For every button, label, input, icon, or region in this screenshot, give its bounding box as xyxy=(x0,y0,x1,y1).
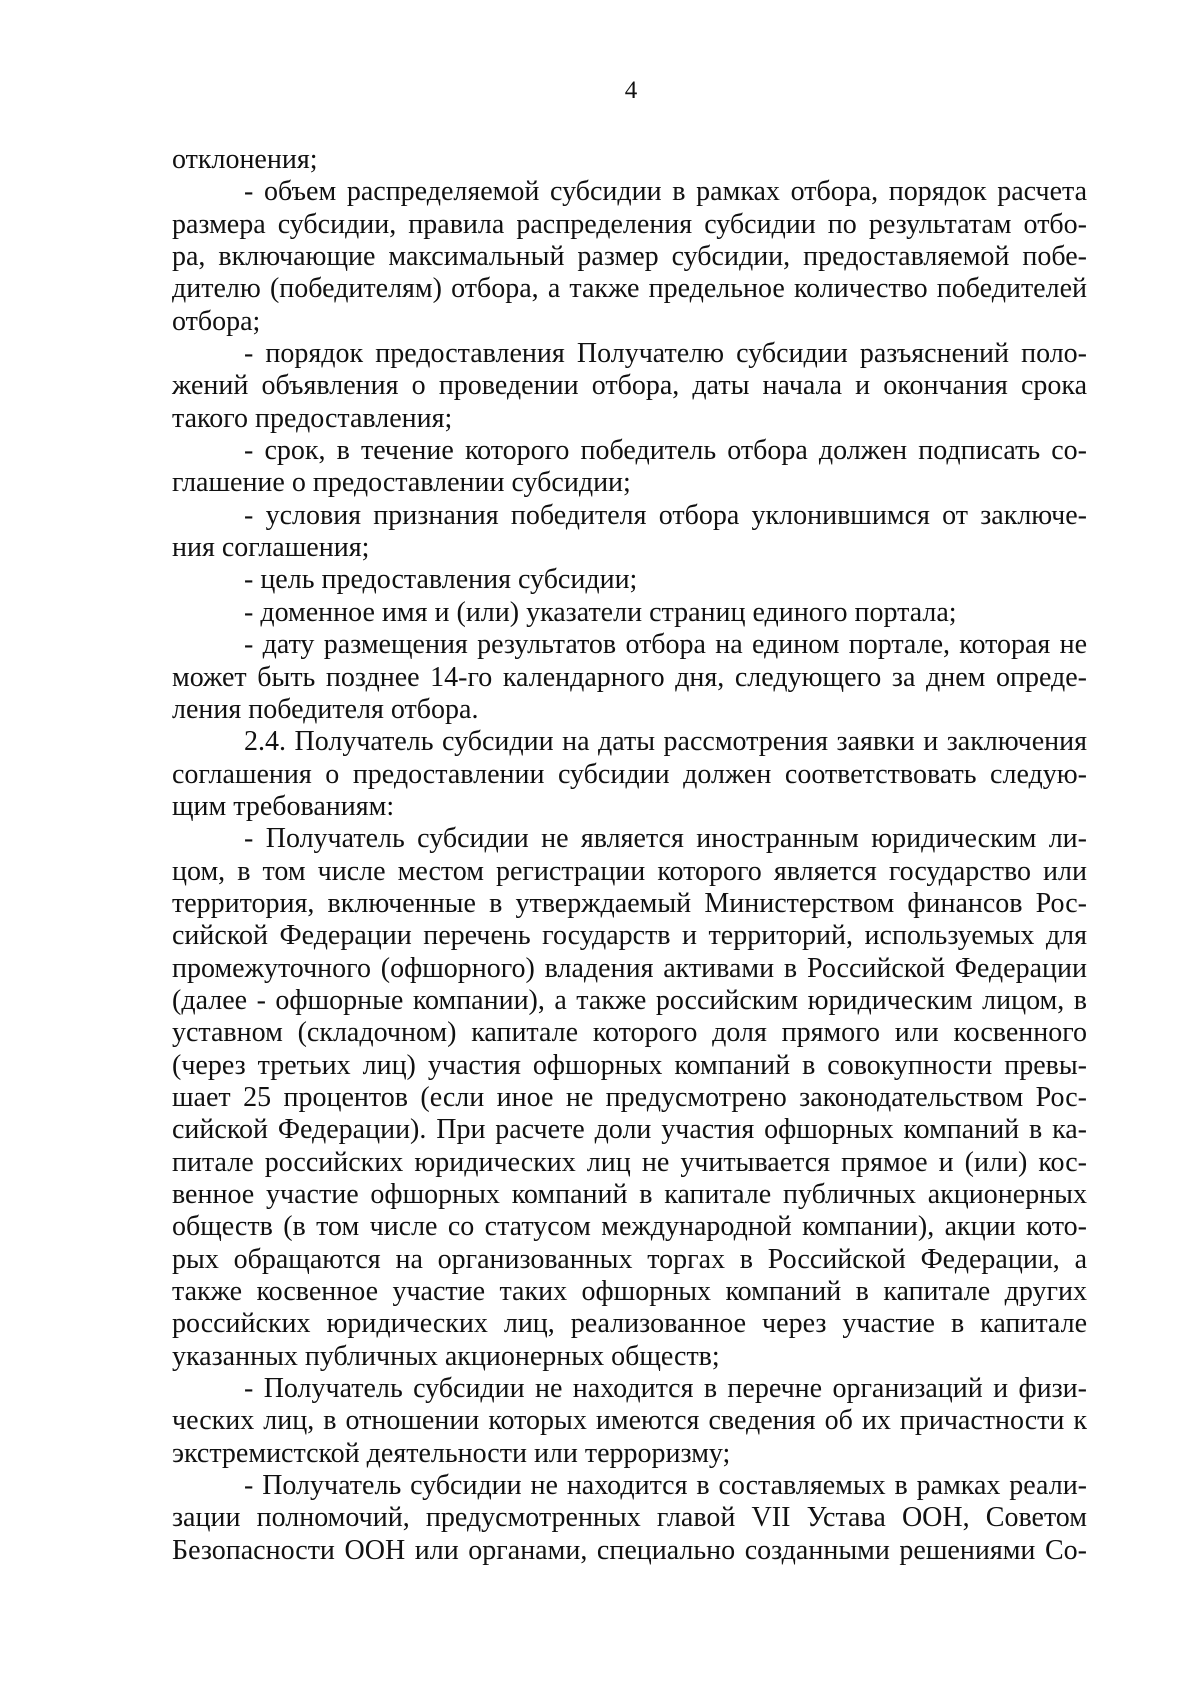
text-line: такого предоставления; xyxy=(172,402,453,434)
text-line: - объем распределяемой субсидии в рамках отбора, порядок расчета xyxy=(244,176,1087,208)
text-line: (далее - офшорные компании), а также российским юридическим лицом, в xyxy=(172,984,1087,1016)
text-line: ра, включающие максимальный размер субсидии, предоставляемой побе- xyxy=(172,241,1087,273)
text-line: промежуточного (офшорного) владения активами в Российской Федерации xyxy=(172,952,1087,984)
text-line: Безопасности ООН или органами, специально созданными решениями Со- xyxy=(172,1534,1087,1566)
text-line: сийской Федерации перечень государств и территорий, используемых для xyxy=(172,920,1087,952)
text-line: ческих лиц, в отношении которых имеются сведения об их причастности к xyxy=(172,1405,1087,1437)
text-line: обществ (в том числе со статусом международной компании), акции кото- xyxy=(172,1211,1087,1243)
text-line: территория, включенные в утверждаемый Министерством финансов Рос- xyxy=(172,887,1087,919)
text-line: сийской Федерации). При расчете доли участия офшорных компаний в ка- xyxy=(172,1114,1087,1146)
text-line: - условия признания победителя отбора уклонившимся от заключе- xyxy=(244,499,1087,531)
text-line: цом, в том числе местом регистрации которого является государство или xyxy=(172,855,1087,887)
text-line: - Получатель субсидии не находится в перечне организаций и физи- xyxy=(244,1373,1087,1405)
text-line: соглашения о предоставлении субсидии должен соответствовать следую- xyxy=(172,758,1087,790)
document-body xyxy=(172,144,1087,1567)
text-line: ления победителя отбора. xyxy=(172,693,479,725)
text-line: российских юридических лиц, реализованное через участие в капитале xyxy=(172,1308,1087,1340)
text-line: отклонения; xyxy=(172,144,318,175)
text-line: дителю (победителям) отбора, а также предельное количество победителей xyxy=(172,273,1087,305)
text-line: - срок, в течение которого победитель отбора должен подписать со- xyxy=(244,435,1087,467)
text-line: - Получатель субсидии не находится в составляемых в рамках реали- xyxy=(244,1470,1087,1502)
text-line: - доменное имя и (или) указатели страниц единого портала; xyxy=(244,596,957,628)
text-line: ния соглашения; xyxy=(172,532,370,564)
text-line: - Получатель субсидии не является иностранным юридическим ли- xyxy=(244,823,1087,855)
text-line: питале российских юридических лиц не учитывается прямое и (или) кос- xyxy=(172,1146,1087,1178)
text-line: глашение о предоставлении субсидии; xyxy=(172,467,631,499)
text-line: (через третьих лиц) участия офшорных компаний в совокупности превы- xyxy=(172,1049,1087,1081)
text-line: - порядок предоставления Получателю субсидии разъяснений поло- xyxy=(244,338,1087,370)
page-number: 4 xyxy=(624,77,638,104)
text-line: зации полномочий, предусмотренных главой VII Устава ООН, Советом xyxy=(172,1502,1087,1534)
text-line: может быть позднее 14-го календарного дня, следующего за днем опреде- xyxy=(172,661,1087,693)
text-line: жений объявления о проведении отбора, даты начала и окончания срока xyxy=(172,370,1087,402)
text-line: также косвенное участие таких офшорных компаний в капитале других xyxy=(172,1276,1087,1308)
text-line: рых обращаются на организованных торгах в Российской Федерации, а xyxy=(172,1243,1087,1275)
text-line: размера субсидии, правила распределения субсидии по результатам отбо- xyxy=(172,208,1087,240)
text-line: - цель предоставления субсидии; xyxy=(244,564,638,596)
text-line: 2.4. Получатель субсидии на даты рассмотрения заявки и заключения xyxy=(244,726,1087,758)
text-line: отбора; xyxy=(172,305,261,337)
text-line: уставном (складочном) капитале которого доля прямого или косвенного xyxy=(172,1017,1087,1049)
text-line: экстремистской деятельности или терроризму; xyxy=(172,1437,731,1469)
text-line: щим требованиям: xyxy=(172,790,395,822)
text-line: венное участие офшорных компаний в капитале публичных акционерных xyxy=(172,1179,1087,1210)
text-line: - дату размещения результатов отбора на едином портале, которая не xyxy=(244,629,1087,661)
text-line: указанных публичных акционерных обществ; xyxy=(172,1340,720,1372)
text-line: шает 25 процентов (если иное не предусмотрено законодательством Рос- xyxy=(172,1081,1087,1113)
